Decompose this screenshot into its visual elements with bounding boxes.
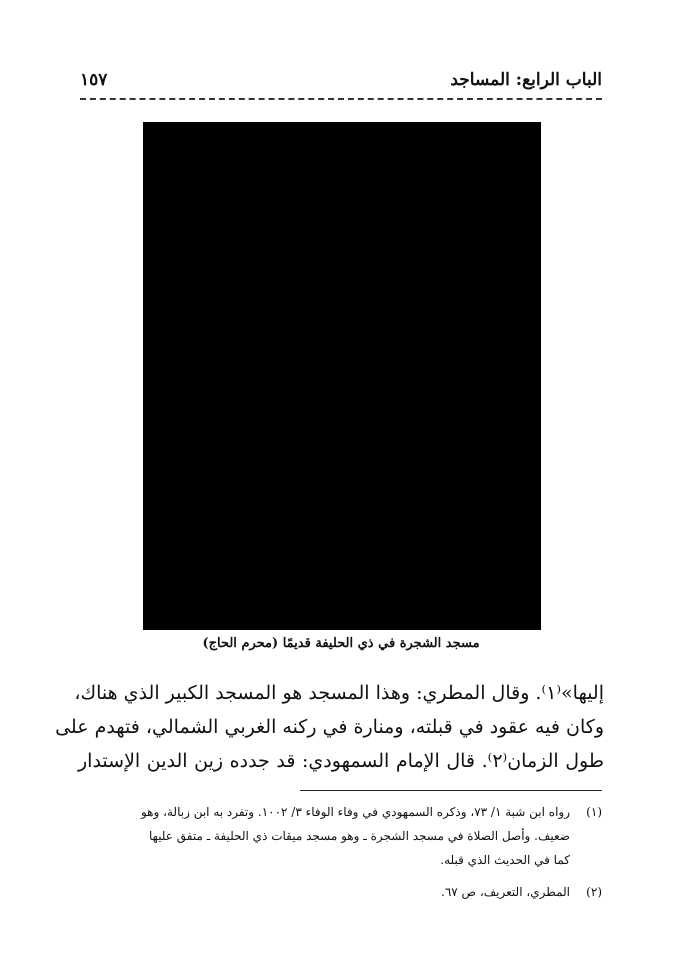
body-text (55, 676, 604, 778)
footnote-text: المطري، التعريف، ص ٦٧. (441, 885, 570, 899)
footnote-text: رواه ابن شبة ١/ ٧٣، وذكره السمهودي في وفاء الوفاء ٣/ ١٠٠٢. وتفرد به ابن زبالة، وهو (140, 805, 570, 819)
footnote-1-line-3: كما في الحديث الذي قبله. (440, 853, 570, 867)
header-rule (80, 98, 602, 100)
page-number: ١٥٧ (80, 70, 108, 90)
mosque-photo (143, 122, 541, 630)
footnote-2 (80, 880, 602, 904)
body-line: طول الزمان⁽٢⁾. قال الإمام السمهودي: قد جدده زين الدين الإستدار (78, 750, 604, 772)
figure-caption: مسجد الشجرة في ذي الحليفة قديمًا (محرم الحاج) (202, 636, 480, 651)
body-line: وكان فيه عقود في قبلته، ومنارة في ركنه الغربي الشمالي، فتهدم على (55, 716, 604, 738)
running-head-title: الباب الرابع: المساجد (450, 70, 602, 90)
footnote-1 (80, 800, 602, 824)
footnote-separator (300, 790, 602, 791)
running-head (80, 66, 602, 96)
footnote-1-line-2: ضعيف. وأصل الصلاة في مسجد الشجرة ـ وهو مسجد ميقات ذي الحليفة ـ متفق عليها (149, 829, 570, 843)
footnote-marker: (٢) (586, 885, 602, 899)
footnote-marker: (١) (586, 805, 602, 819)
footnotes (80, 800, 602, 904)
body-line: إليها»⁽١⁾. وقال المطري: وهذا المسجد هو المسجد الكبير الذي هناك، (74, 682, 604, 704)
